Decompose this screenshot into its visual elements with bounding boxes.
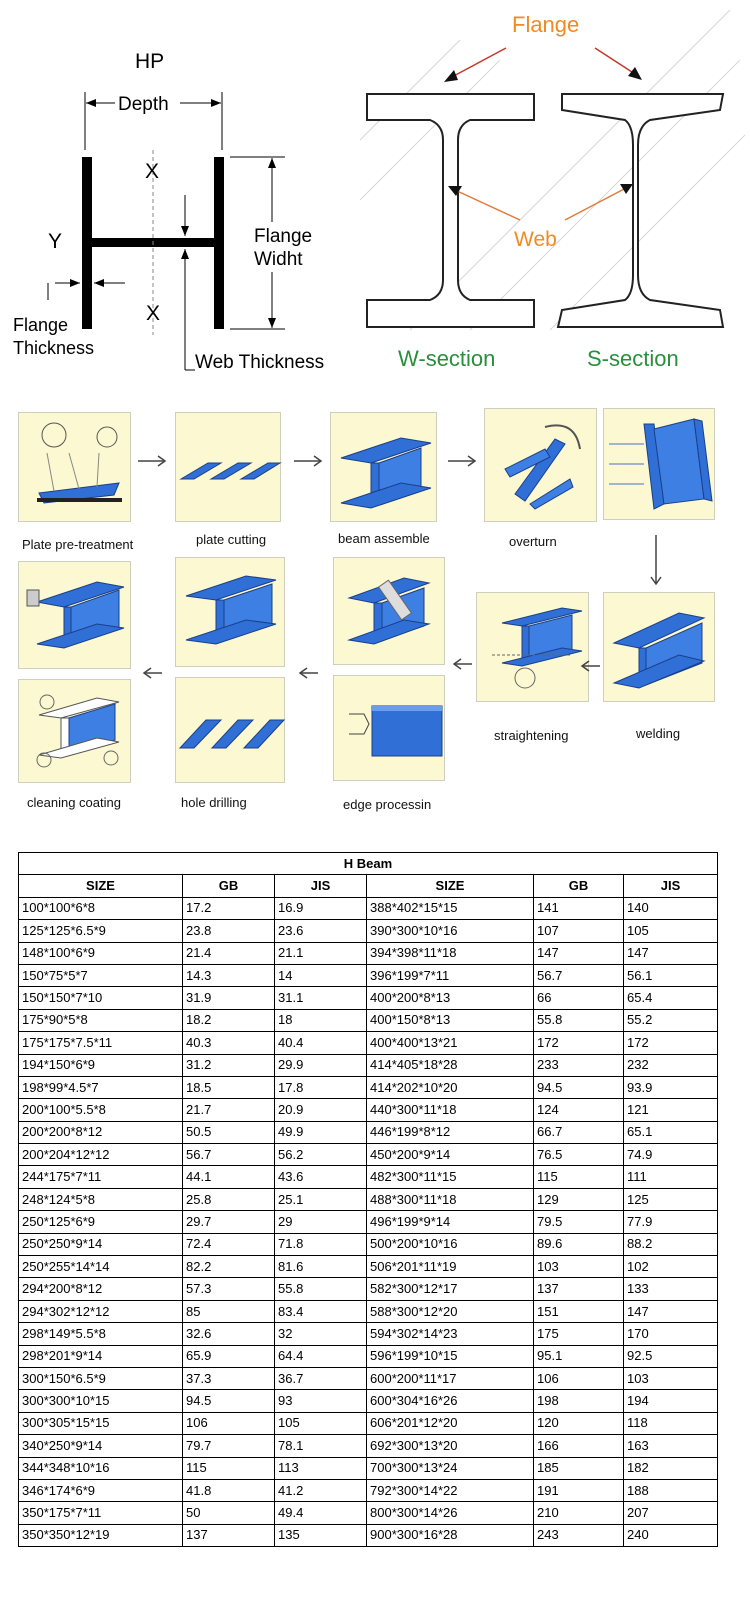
step-panel-hole-drilling-beam: [175, 557, 285, 667]
table-row: [19, 897, 718, 919]
cell-gb: 32.6: [183, 1323, 275, 1345]
cell-size: 300*150*6.5*9: [19, 1367, 183, 1389]
table-row: [19, 1457, 718, 1479]
cell-gb: 21.4: [183, 942, 275, 964]
step-panel-edge-processing-top: [333, 557, 445, 665]
cell-size: 175*90*5*8: [19, 1009, 183, 1031]
cell-jis-2: 65.1: [624, 1121, 718, 1143]
table-row: [19, 1300, 718, 1322]
cell-size: 125*125*6.5*9: [19, 920, 183, 942]
cell-gb: 31.2: [183, 1054, 275, 1076]
table-row: [19, 1032, 718, 1054]
cell-jis: 29.9: [275, 1054, 367, 1076]
table-title-row: [19, 853, 718, 875]
table-row: [19, 1188, 718, 1210]
arrow-down-icon: [650, 533, 662, 588]
arrow-left-icon: [452, 658, 474, 670]
cell-size-2: 446*199*8*12: [367, 1121, 534, 1143]
arrow-left-icon: [580, 660, 602, 672]
header-gb: GB: [183, 875, 275, 897]
cell-jis-2: 240: [624, 1524, 718, 1546]
cell-jis: 43.6: [275, 1166, 367, 1188]
cell-size-2: 792*300*14*22: [367, 1479, 534, 1501]
cell-gb-2: 166: [534, 1435, 624, 1457]
flange-label: Flange: [512, 12, 580, 37]
beam-assemble-icon: [331, 413, 438, 523]
cell-size: 250*255*14*14: [19, 1256, 183, 1278]
h-beam-table: [18, 852, 718, 1547]
cell-jis-2: 125: [624, 1188, 718, 1210]
cell-gb-2: 120: [534, 1412, 624, 1434]
w-section-label: W-section: [398, 346, 496, 371]
step-panel-welding: [603, 592, 715, 702]
cell-jis: 49.4: [275, 1502, 367, 1524]
header-size: SIZE: [19, 875, 183, 897]
cell-jis: 17.8: [275, 1076, 367, 1098]
cell-size-2: 596*199*10*15: [367, 1345, 534, 1367]
edge-processing-beam-icon: [334, 558, 446, 666]
cell-gb: 57.3: [183, 1278, 275, 1300]
cell-jis-2: 118: [624, 1412, 718, 1434]
cell-gb: 21.7: [183, 1099, 275, 1121]
cell-jis-2: 182: [624, 1457, 718, 1479]
arrow-left-icon: [142, 667, 164, 679]
table-row: [19, 987, 718, 1009]
cell-gb-2: 198: [534, 1390, 624, 1412]
cell-jis-2: 111: [624, 1166, 718, 1188]
step-panel-hole-drilling: [175, 677, 285, 783]
section-drawing: [350, 0, 750, 385]
cell-gb-2: 103: [534, 1256, 624, 1278]
cell-size: 150*150*7*10: [19, 987, 183, 1009]
cell-size-2: 396*199*7*11: [367, 964, 534, 986]
cell-size: 100*100*6*8: [19, 897, 183, 919]
arrow-right-icon: [136, 455, 168, 467]
cell-size: 244*175*7*11: [19, 1166, 183, 1188]
table-row: [19, 1435, 718, 1457]
welding-setup-icon: [604, 409, 716, 521]
table-body: [19, 897, 718, 1546]
header-size-2: SIZE: [367, 875, 534, 897]
cell-jis: 21.1: [275, 942, 367, 964]
cell-gb-2: 95.1: [534, 1345, 624, 1367]
overturn-icon: [485, 409, 598, 523]
edge-processing-icon: [334, 676, 446, 782]
cell-gb: 65.9: [183, 1345, 275, 1367]
cell-gb: 18.5: [183, 1076, 275, 1098]
table-row: [19, 1278, 718, 1300]
cell-jis: 32: [275, 1323, 367, 1345]
y-axis-label: Y: [48, 230, 63, 253]
step-label-welding: welding: [636, 726, 681, 741]
cell-jis: 18: [275, 1009, 367, 1031]
cell-gb-2: 56.7: [534, 964, 624, 986]
step-panel-pre-treatment: [18, 412, 131, 522]
cell-size-2: 506*201*11*19: [367, 1256, 534, 1278]
table-row: [19, 1076, 718, 1098]
cell-jis: 20.9: [275, 1099, 367, 1121]
table-row: [19, 1323, 718, 1345]
cell-jis-2: 163: [624, 1435, 718, 1457]
step-panel-plate-cutting: [175, 412, 281, 522]
hp-title: HP: [135, 50, 165, 73]
section-diagram: [350, 0, 750, 385]
table-row: [19, 1524, 718, 1546]
web-thickness-label: Web Thickness: [195, 352, 325, 373]
step-label-plate-cutting: plate cutting: [196, 532, 267, 547]
cell-gb: 106: [183, 1412, 275, 1434]
cell-size-2: 692*300*13*20: [367, 1435, 534, 1457]
cell-gb: 23.8: [183, 920, 275, 942]
cell-jis: 29: [275, 1211, 367, 1233]
cell-size: 250*125*6*9: [19, 1211, 183, 1233]
cell-jis: 135: [275, 1524, 367, 1546]
cell-gb: 40.3: [183, 1032, 275, 1054]
cell-jis: 81.6: [275, 1256, 367, 1278]
cell-gb-2: 129: [534, 1188, 624, 1210]
plate-cutting-icon: [176, 413, 282, 523]
cell-jis-2: 147: [624, 1300, 718, 1322]
cell-size-2: 600*304*16*26: [367, 1390, 534, 1412]
cell-gb-2: 151: [534, 1300, 624, 1322]
cell-jis: 36.7: [275, 1367, 367, 1389]
cell-gb: 50: [183, 1502, 275, 1524]
cell-size-2: 390*300*10*16: [367, 920, 534, 942]
cell-jis: 64.4: [275, 1345, 367, 1367]
step-label-overturn: overturn: [509, 534, 557, 549]
cell-jis-2: 140: [624, 897, 718, 919]
cell-jis-2: 172: [624, 1032, 718, 1054]
cell-size: 298*201*9*14: [19, 1345, 183, 1367]
cell-gb-2: 137: [534, 1278, 624, 1300]
cell-jis-2: 92.5: [624, 1345, 718, 1367]
cell-size: 200*100*5.5*8: [19, 1099, 183, 1121]
header-gb-2: GB: [534, 875, 624, 897]
cell-gb-2: 89.6: [534, 1233, 624, 1255]
x-axis-top-label: X: [145, 160, 160, 183]
cell-gb-2: 147: [534, 942, 624, 964]
cell-gb: 31.9: [183, 987, 275, 1009]
step-panel-overturn: [484, 408, 597, 522]
step-panel-edge-processing: [333, 675, 445, 781]
table-row: [19, 1166, 718, 1188]
cell-gb-2: 66: [534, 987, 624, 1009]
cell-gb: 115: [183, 1457, 275, 1479]
cell-gb: 25.8: [183, 1188, 275, 1210]
table-row: [19, 1345, 718, 1367]
cleaning-icon: [19, 680, 132, 784]
table-row: [19, 1211, 718, 1233]
cell-size: 200*204*12*12: [19, 1144, 183, 1166]
cell-gb: 37.3: [183, 1367, 275, 1389]
cell-gb-2: 55.8: [534, 1009, 624, 1031]
cell-gb-2: 106: [534, 1367, 624, 1389]
pre-treatment-icon: [19, 413, 132, 523]
cell-size: 200*200*8*12: [19, 1121, 183, 1143]
cell-jis-2: 194: [624, 1390, 718, 1412]
table-row: [19, 1479, 718, 1501]
arrow-right-icon: [446, 455, 478, 467]
table-row: [19, 1412, 718, 1434]
cell-gb: 18.2: [183, 1009, 275, 1031]
header-jis-2: JIS: [624, 875, 718, 897]
cell-gb-2: 124: [534, 1099, 624, 1121]
cell-size: 294*200*8*12: [19, 1278, 183, 1300]
cell-gb-2: 175: [534, 1323, 624, 1345]
x-axis-bottom-label: X: [146, 302, 161, 325]
cell-size-2: 388*402*15*15: [367, 897, 534, 919]
cell-size: 294*302*12*12: [19, 1300, 183, 1322]
cell-size-2: 606*201*12*20: [367, 1412, 534, 1434]
cell-size-2: 488*300*11*18: [367, 1188, 534, 1210]
table-row: [19, 964, 718, 986]
cell-size: 344*348*10*16: [19, 1457, 183, 1479]
cell-gb: 79.7: [183, 1435, 275, 1457]
cell-size: 350*175*7*11: [19, 1502, 183, 1524]
table-row: [19, 1121, 718, 1143]
cell-gb-2: 115: [534, 1166, 624, 1188]
cell-size: 148*100*6*9: [19, 942, 183, 964]
step-panel-straightening: [476, 592, 589, 702]
step-panel-welding-setup: [603, 408, 715, 520]
table-row: [19, 1144, 718, 1166]
cell-jis: 16.9: [275, 897, 367, 919]
cell-jis-2: 207: [624, 1502, 718, 1524]
cell-size: 248*124*5*8: [19, 1188, 183, 1210]
cell-jis: 23.6: [275, 920, 367, 942]
cell-size: 300*300*10*15: [19, 1390, 183, 1412]
cell-jis-2: 105: [624, 920, 718, 942]
cell-size-2: 600*200*11*17: [367, 1367, 534, 1389]
cell-jis: 25.1: [275, 1188, 367, 1210]
cell-jis-2: 55.2: [624, 1009, 718, 1031]
cell-jis: 49.9: [275, 1121, 367, 1143]
cell-jis: 56.2: [275, 1144, 367, 1166]
cell-gb: 72.4: [183, 1233, 275, 1255]
cell-size-2: 594*302*14*23: [367, 1323, 534, 1345]
table-header-row: [19, 875, 718, 897]
cell-jis: 55.8: [275, 1278, 367, 1300]
cell-jis-2: 147: [624, 942, 718, 964]
cell-jis-2: 102: [624, 1256, 718, 1278]
cell-size: 300*305*15*15: [19, 1412, 183, 1434]
cell-gb: 44.1: [183, 1166, 275, 1188]
cell-size-2: 414*405*18*28: [367, 1054, 534, 1076]
cell-jis: 41.2: [275, 1479, 367, 1501]
cell-gb: 41.8: [183, 1479, 275, 1501]
cell-gb-2: 191: [534, 1479, 624, 1501]
cell-size-2: 588*300*12*20: [367, 1300, 534, 1322]
cell-size-2: 440*300*11*18: [367, 1099, 534, 1121]
cell-size-2: 900*300*16*28: [367, 1524, 534, 1546]
cell-jis-2: 56.1: [624, 964, 718, 986]
cell-jis: 105: [275, 1412, 367, 1434]
cell-gb-2: 76.5: [534, 1144, 624, 1166]
cell-jis: 31.1: [275, 987, 367, 1009]
cell-jis-2: 74.9: [624, 1144, 718, 1166]
cell-size-2: 500*200*10*16: [367, 1233, 534, 1255]
cell-gb: 56.7: [183, 1144, 275, 1166]
cell-gb-2: 185: [534, 1457, 624, 1479]
cell-size: 175*175*7.5*11: [19, 1032, 183, 1054]
cell-gb-2: 210: [534, 1502, 624, 1524]
cell-jis: 40.4: [275, 1032, 367, 1054]
cell-gb: 82.2: [183, 1256, 275, 1278]
step-label-straightening: straightening: [494, 728, 569, 743]
cell-size: 340*250*9*14: [19, 1435, 183, 1457]
cell-size-2: 400*200*8*13: [367, 987, 534, 1009]
cell-gb: 29.7: [183, 1211, 275, 1233]
cell-gb: 50.5: [183, 1121, 275, 1143]
cell-size-2: 450*200*9*14: [367, 1144, 534, 1166]
cell-jis-2: 232: [624, 1054, 718, 1076]
arrow-left-icon: [298, 667, 320, 679]
table-row: [19, 920, 718, 942]
cell-gb-2: 107: [534, 920, 624, 942]
cell-jis: 83.4: [275, 1300, 367, 1322]
cell-jis-2: 77.9: [624, 1211, 718, 1233]
cell-jis: 78.1: [275, 1435, 367, 1457]
cell-jis-2: 133: [624, 1278, 718, 1300]
table-row: [19, 1256, 718, 1278]
table-row: [19, 1502, 718, 1524]
cell-gb-2: 172: [534, 1032, 624, 1054]
straightening-icon: [477, 593, 590, 703]
cell-gb: 85: [183, 1300, 275, 1322]
hole-drilling-beam-icon: [176, 558, 286, 668]
table-title: H Beam: [19, 853, 718, 875]
step-label-beam-assemble: beam assemble: [338, 531, 430, 546]
cell-jis-2: 170: [624, 1323, 718, 1345]
cell-gb: 17.2: [183, 897, 275, 919]
cell-gb: 14.3: [183, 964, 275, 986]
cell-gb-2: 66.7: [534, 1121, 624, 1143]
table-row: [19, 1009, 718, 1031]
cell-jis: 113: [275, 1457, 367, 1479]
cell-jis-2: 188: [624, 1479, 718, 1501]
cell-size: 194*150*6*9: [19, 1054, 183, 1076]
step-label-edge-processing: edge processin: [343, 797, 432, 812]
table-row: [19, 1233, 718, 1255]
cell-gb: 137: [183, 1524, 275, 1546]
cell-jis: 14: [275, 964, 367, 986]
cell-size-2: 482*300*11*15: [367, 1166, 534, 1188]
table-row: [19, 1390, 718, 1412]
cell-size: 198*99*4.5*7: [19, 1076, 183, 1098]
cell-size-2: 700*300*13*24: [367, 1457, 534, 1479]
web-label: Web: [514, 228, 557, 251]
cell-size-2: 394*398*11*18: [367, 942, 534, 964]
cell-jis: 71.8: [275, 1233, 367, 1255]
hole-drilling-icon: [176, 678, 286, 784]
process-flow: [0, 395, 750, 835]
welding-icon: [604, 593, 716, 703]
arrow-right-icon: [292, 455, 324, 467]
cell-jis-2: 88.2: [624, 1233, 718, 1255]
step-panel-cleaning: [18, 679, 131, 783]
header-jis: JIS: [275, 875, 367, 897]
step-label-pre-treatment: Plate pre-treatment: [22, 537, 134, 552]
cell-gb-2: 243: [534, 1524, 624, 1546]
flange-width-label-1: Flange: [254, 226, 313, 247]
cell-jis-2: 103: [624, 1367, 718, 1389]
cell-size-2: 800*300*14*26: [367, 1502, 534, 1524]
step-panel-beam-assemble: [330, 412, 437, 522]
cell-size: 350*350*12*19: [19, 1524, 183, 1546]
step-label-cleaning-coating: cleaning coating: [27, 795, 121, 810]
cell-jis-2: 121: [624, 1099, 718, 1121]
depth-label: Depth: [118, 94, 169, 115]
cell-size: 298*149*5.5*8: [19, 1323, 183, 1345]
s-section-label: S-section: [587, 346, 679, 371]
cell-size: 150*75*5*7: [19, 964, 183, 986]
flange-width-label-2: Widht: [254, 249, 303, 270]
cell-size-2: 414*202*10*20: [367, 1076, 534, 1098]
flange-thickness-label-1: Flange: [13, 315, 69, 335]
table-row: [19, 1367, 718, 1389]
cell-jis-2: 65.4: [624, 987, 718, 1009]
step-panel-coating: [18, 561, 131, 669]
cell-jis-2: 93.9: [624, 1076, 718, 1098]
cell-size: 250*250*9*14: [19, 1233, 183, 1255]
flange-thickness-label-2: Thickness: [13, 338, 95, 358]
cell-jis: 93: [275, 1390, 367, 1412]
cell-gb-2: 141: [534, 897, 624, 919]
table-row: [19, 1054, 718, 1076]
table-row: [19, 1099, 718, 1121]
cell-size-2: 496*199*9*14: [367, 1211, 534, 1233]
cell-gb-2: 94.5: [534, 1076, 624, 1098]
step-label-hole-drilling: hole drilling: [181, 795, 247, 810]
cell-size-2: 400*150*8*13: [367, 1009, 534, 1031]
hp-diagram: [0, 0, 350, 385]
coating-icon: [19, 562, 132, 670]
cell-size-2: 582*300*12*17: [367, 1278, 534, 1300]
cell-gb: 94.5: [183, 1390, 275, 1412]
cell-gb-2: 79.5: [534, 1211, 624, 1233]
cell-size-2: 400*400*13*21: [367, 1032, 534, 1054]
table-row: [19, 942, 718, 964]
cell-gb-2: 233: [534, 1054, 624, 1076]
cell-size: 346*174*6*9: [19, 1479, 183, 1501]
